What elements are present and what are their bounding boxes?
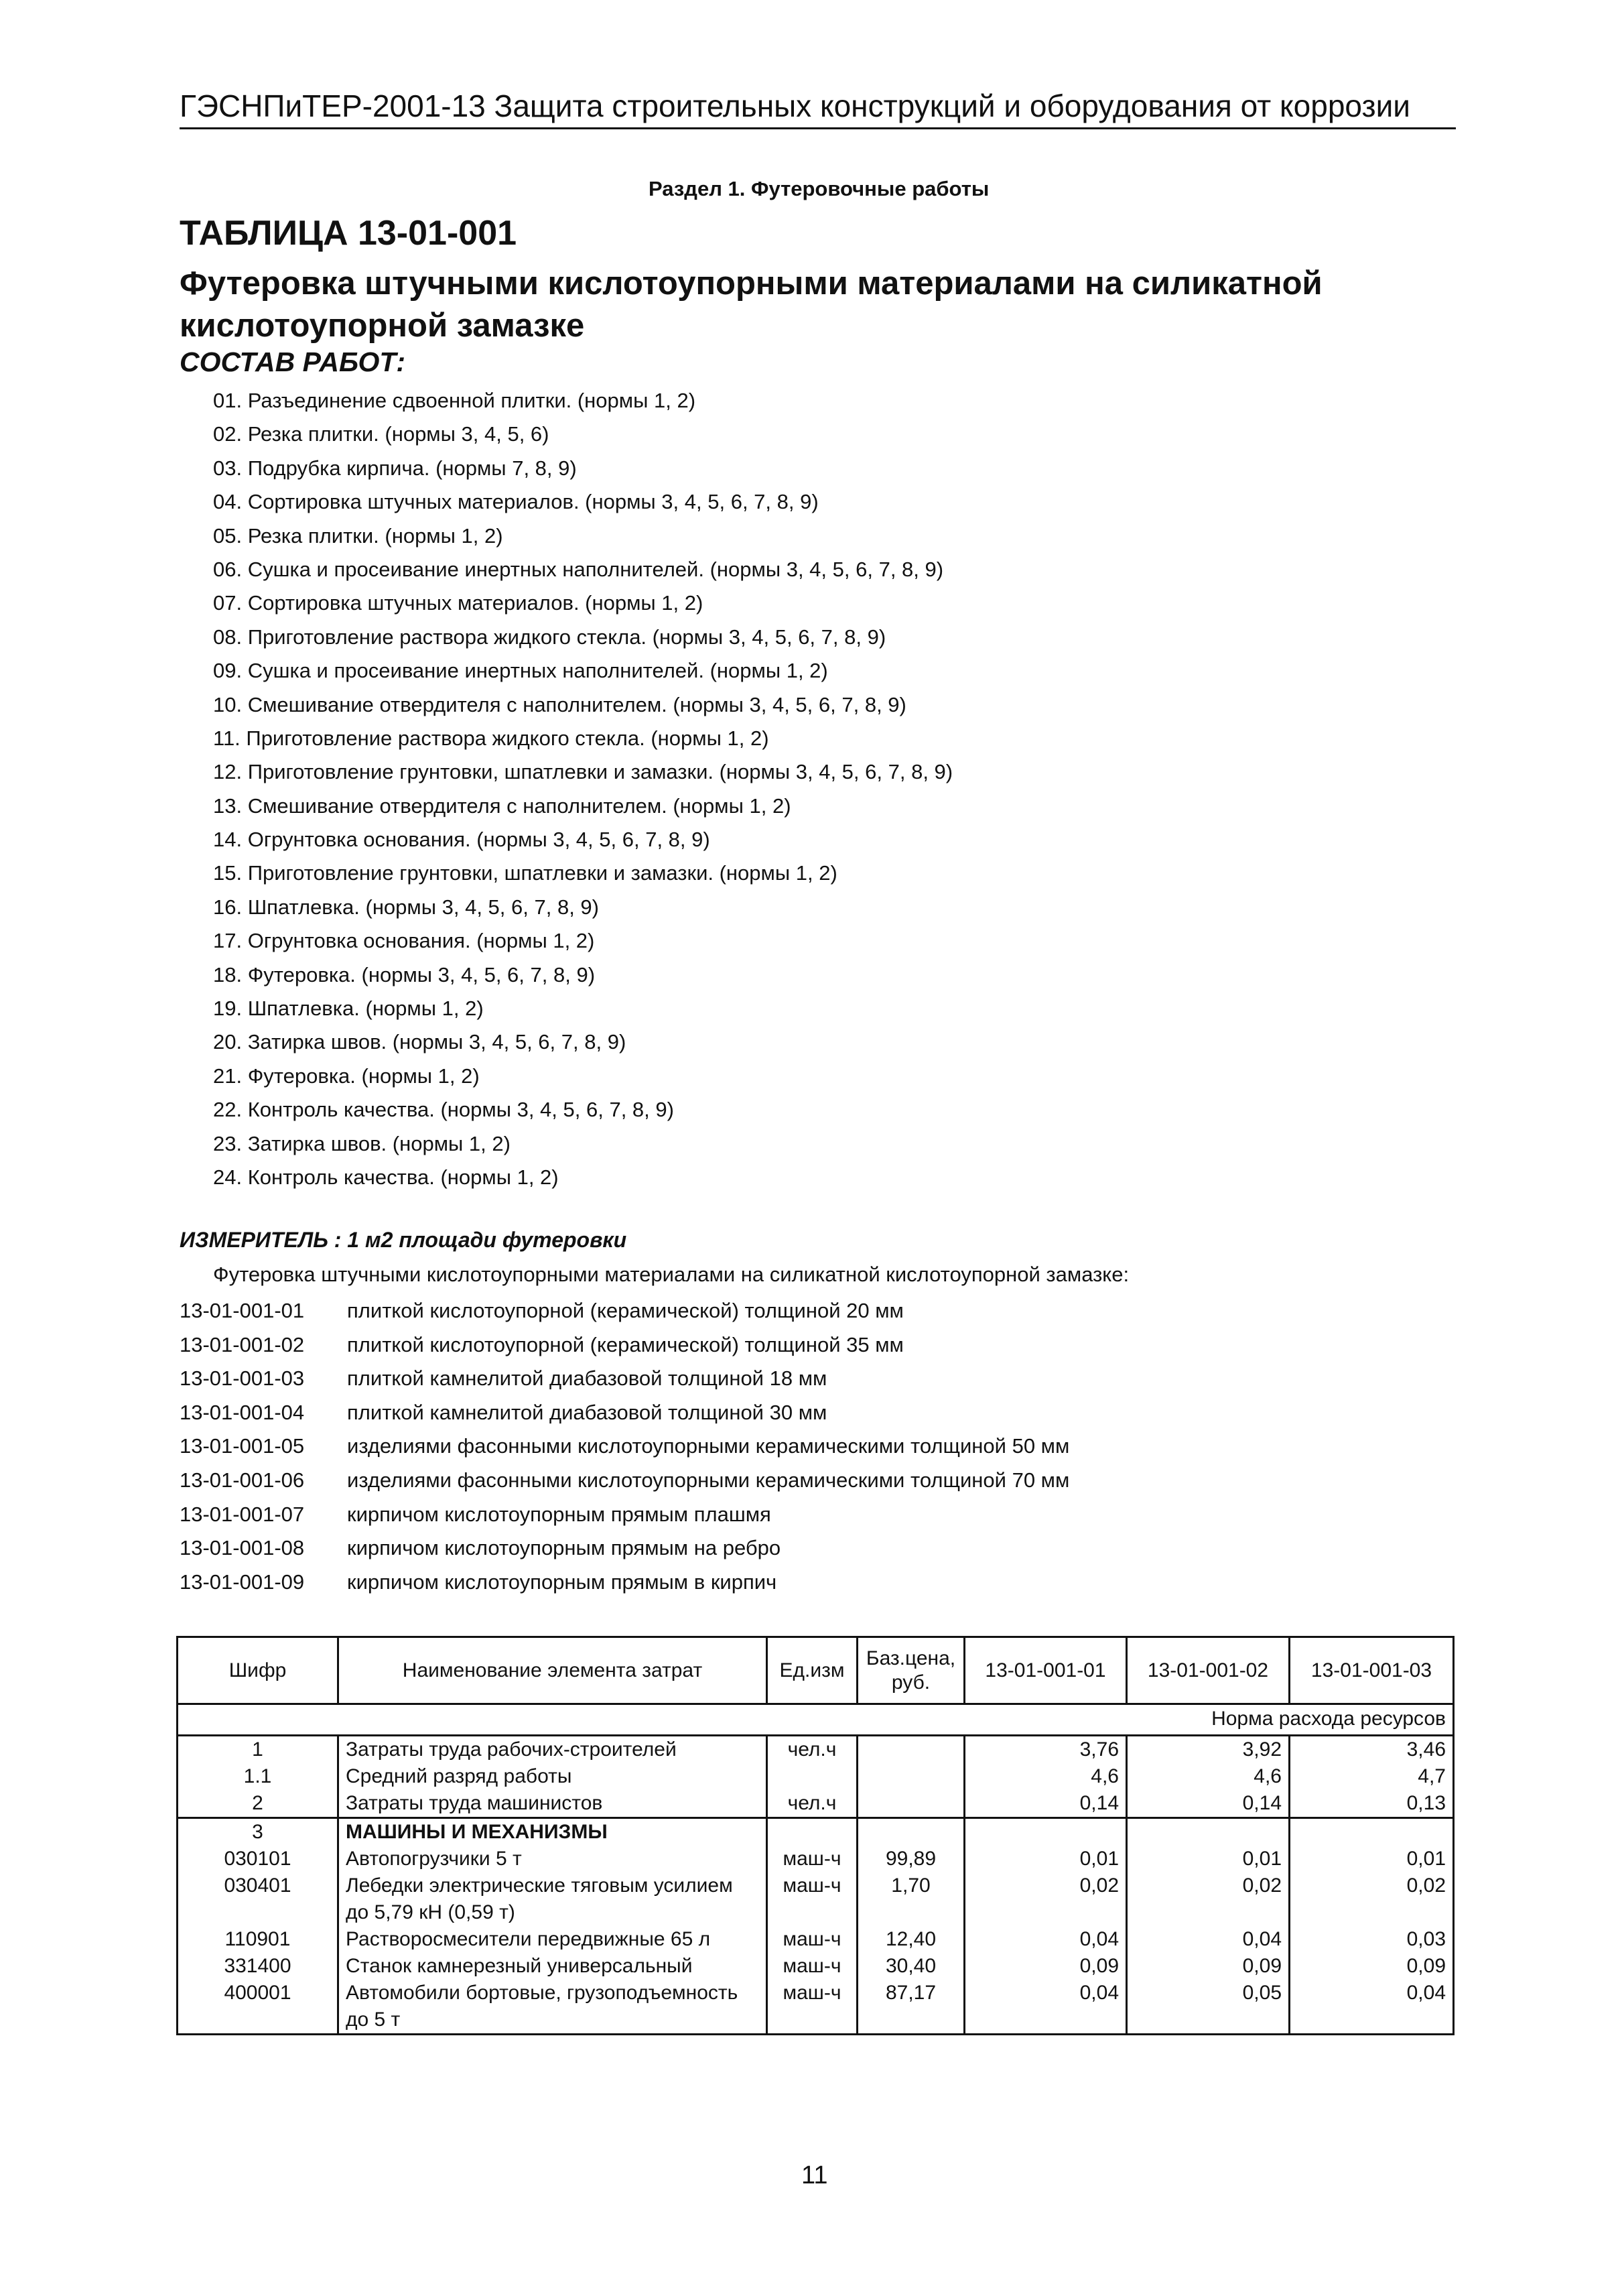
work-item: 05. Резка плитки. (нормы 1, 2) xyxy=(213,523,503,548)
row-name: Станок камнерезный универсальный xyxy=(338,1953,767,1980)
norm-code: 13-01-001-06 xyxy=(180,1468,305,1492)
norm-description: плиткой кислотоупорной (керамической) толщиной 35 мм xyxy=(347,1332,904,1356)
row-value-3: 0,13 xyxy=(1290,1790,1454,1818)
row-unit: маш-ч xyxy=(767,1846,858,1872)
table-row xyxy=(178,1872,1454,1926)
table-row xyxy=(178,1980,1454,2035)
row-name: Растворосмесители передвижные 65 л xyxy=(338,1926,767,1953)
row-price xyxy=(858,1736,965,1764)
row-value-3: 0,03 xyxy=(1290,1926,1454,1953)
row-unit: маш-ч xyxy=(767,1980,858,2035)
col-header-code: Шифр xyxy=(178,1637,338,1704)
table-row xyxy=(178,1846,1454,1872)
col-header-name: Наименование элемента затрат xyxy=(338,1637,767,1704)
work-item: 16. Шпатлевка. (нормы 3, 4, 5, 6, 7, 8, 9) xyxy=(213,895,599,919)
work-item: 10. Смешивание отвердителя с наполнителем. (нормы 3, 4, 5, 6, 7, 8, 9) xyxy=(213,692,906,716)
work-item: 23. Затирка швов. (нормы 1, 2) xyxy=(213,1131,511,1155)
norm-code: 13-01-001-09 xyxy=(180,1570,305,1594)
work-item: 09. Сушка и просеивание инертных наполнителей. (нормы 1, 2) xyxy=(213,659,828,683)
norm-label: Норма расхода ресурсов xyxy=(178,1704,1454,1736)
row-code: 400001 xyxy=(178,1980,338,2035)
work-item: 17. Огрунтовка основания. (нормы 1, 2) xyxy=(213,929,595,953)
row-value-1: 0,09 xyxy=(965,1953,1127,1980)
row-code: 331400 xyxy=(178,1953,338,1980)
row-value-2: 0,04 xyxy=(1127,1926,1290,1953)
norm-description: плиткой кислотоупорной (керамической) толщиной 20 мм xyxy=(347,1299,904,1322)
row-code: 030101 xyxy=(178,1846,338,1872)
row-price: 12,40 xyxy=(858,1926,965,1953)
row-unit xyxy=(767,1763,858,1790)
table-row xyxy=(178,1763,1454,1790)
work-item: 19. Шпатлевка. (нормы 1, 2) xyxy=(213,997,484,1021)
work-item: 03. Подрубка кирпича. (нормы 7, 8, 9) xyxy=(213,456,577,480)
row-price xyxy=(858,1818,965,1846)
row-value-3: 0,09 xyxy=(1290,1953,1454,1980)
row-value-2: 4,6 xyxy=(1127,1763,1290,1790)
row-value-2: 0,05 xyxy=(1127,1980,1290,2035)
work-item: 04. Сортировка штучных материалов. (нормы 3, 4, 5, 6, 7, 8, 9) xyxy=(213,490,819,514)
work-item: 06. Сушка и просеивание инертных наполнителей. (нормы 3, 4, 5, 6, 7, 8, 9) xyxy=(213,557,944,581)
composition-label: СОСТАВ РАБОТ: xyxy=(180,346,406,377)
row-price: 30,40 xyxy=(858,1953,965,1980)
norms-intro: Футеровка штучными кислотоупорными материалами на силикатной кислотоупорной замазке: xyxy=(213,1263,1130,1286)
row-value-2: 3,92 xyxy=(1127,1736,1290,1764)
norm-code: 13-01-001-04 xyxy=(180,1400,305,1424)
norm-description: кирпичом кислотоупорным прямым плашмя xyxy=(347,1502,771,1526)
norm-code: 13-01-001-01 xyxy=(180,1299,305,1322)
norm-code-row xyxy=(180,1535,1069,1569)
table-row xyxy=(178,1790,1454,1818)
norm-code-row xyxy=(180,1365,1069,1399)
row-value-3: 4,7 xyxy=(1290,1763,1454,1790)
row-code: 2 xyxy=(178,1790,338,1818)
norm-description: кирпичом кислотоупорным прямым в кирпич xyxy=(347,1570,777,1594)
work-item: 01. Разъединение сдвоенной плитки. (нормы 1, 2) xyxy=(213,389,696,412)
table-row xyxy=(178,1736,1454,1764)
row-name: Автопогрузчики 5 т xyxy=(338,1846,767,1872)
row-value-1: 0,04 xyxy=(965,1980,1127,2035)
work-item: 21. Футеровка. (нормы 1, 2) xyxy=(213,1064,480,1088)
row-unit: маш-ч xyxy=(767,1953,858,1980)
table-row xyxy=(178,1953,1454,1980)
norm-code: 13-01-001-05 xyxy=(180,1434,305,1458)
header-rule xyxy=(180,127,1456,129)
row-unit: чел.ч xyxy=(767,1790,858,1818)
work-item: 08. Приготовление раствора жидкого стекла. (нормы 3, 4, 5, 6, 7, 8, 9) xyxy=(213,625,886,649)
norm-code-row xyxy=(180,1399,1069,1433)
norm-code-row xyxy=(180,1433,1069,1467)
col-header-norm-3: 13-01-001-03 xyxy=(1290,1637,1454,1704)
row-price: 99,89 xyxy=(858,1846,965,1872)
work-list xyxy=(213,387,953,1198)
row-value-2: 0,01 xyxy=(1127,1846,1290,1872)
norm-code-row xyxy=(180,1297,1069,1332)
row-value-2: 0,14 xyxy=(1127,1790,1290,1818)
row-name: МАШИНЫ И МЕХАНИЗМЫ xyxy=(338,1818,767,1846)
work-item: 15. Приготовление грунтовки, шпатлевки и замазки. (нормы 1, 2) xyxy=(213,861,837,885)
row-price: 87,17 xyxy=(858,1980,965,2035)
work-item: 22. Контроль качества. (нормы 3, 4, 5, 6, 7, 8, 9) xyxy=(213,1098,674,1122)
row-code: 3 xyxy=(178,1818,338,1846)
norm-description: кирпичом кислотоупорным прямым на ребро xyxy=(347,1536,781,1560)
work-item: 14. Огрунтовка основания. (нормы 3, 4, 5, 6, 7, 8, 9) xyxy=(213,828,710,852)
norm-code-row xyxy=(180,1501,1069,1535)
norm-description: изделиями фасонными кислотоупорными керамическими толщиной 70 мм xyxy=(347,1468,1070,1492)
table-row xyxy=(178,1818,1454,1846)
col-header-price: Баз.цена, руб. xyxy=(858,1637,965,1704)
work-item: 07. Сортировка штучных материалов. (нормы 1, 2) xyxy=(213,591,703,615)
row-value-1: 4,6 xyxy=(965,1763,1127,1790)
norm-code: 13-01-001-07 xyxy=(180,1502,305,1526)
row-value-1: 0,01 xyxy=(965,1846,1127,1872)
row-value-3: 0,04 xyxy=(1290,1980,1454,2035)
col-header-unit: Ед.изм xyxy=(767,1637,858,1704)
cost-table xyxy=(176,1636,1455,2035)
row-value-1: 0,14 xyxy=(965,1790,1127,1818)
row-value-3: 0,01 xyxy=(1290,1846,1454,1872)
norm-code: 13-01-001-03 xyxy=(180,1366,305,1391)
row-value-2: 0,09 xyxy=(1127,1953,1290,1980)
col-header-norm-1: 13-01-001-01 xyxy=(965,1637,1127,1704)
norm-description: плиткой камнелитой диабазовой толщиной 30 мм xyxy=(347,1400,827,1424)
work-title: Футеровка штучными кислотоупорными материалами на силикатной кислотоупорной замазке xyxy=(180,265,1323,344)
work-item: 02. Резка плитки. (нормы 3, 4, 5, 6) xyxy=(213,422,549,446)
norm-code: 13-01-001-08 xyxy=(180,1536,305,1560)
section-title: Раздел 1. Футеровочные работы xyxy=(649,177,990,200)
work-item: 11. Приготовление раствора жидкого стекла. (нормы 1, 2) xyxy=(213,726,769,750)
norm-code-row xyxy=(180,1332,1069,1366)
row-code: 030401 xyxy=(178,1872,338,1926)
document-header: ГЭСНПиТЕР-2001-13 Защита строительных конструкций и оборудования от коррозии xyxy=(180,88,1410,123)
norm-codes-list xyxy=(180,1297,1069,1602)
row-name: Затраты труда рабочих-строителей xyxy=(338,1736,767,1764)
norm-code: 13-01-001-02 xyxy=(180,1332,305,1356)
row-value-1: 0,02 xyxy=(965,1872,1127,1926)
row-value-2 xyxy=(1127,1818,1290,1846)
row-code: 1 xyxy=(178,1736,338,1764)
row-unit xyxy=(767,1818,858,1846)
norm-description: плиткой камнелитой диабазовой толщиной 18 мм xyxy=(347,1366,827,1391)
row-name: Средний разряд работы xyxy=(338,1763,767,1790)
row-unit: маш-ч xyxy=(767,1872,858,1926)
row-value-3: 3,46 xyxy=(1290,1736,1454,1764)
row-name: Затраты труда машинистов xyxy=(338,1790,767,1818)
row-value-1 xyxy=(965,1818,1127,1846)
work-item: 20. Затирка швов. (нормы 3, 4, 5, 6, 7, 8, 9) xyxy=(213,1030,626,1054)
row-price xyxy=(858,1790,965,1818)
row-code: 110901 xyxy=(178,1926,338,1953)
row-price xyxy=(858,1763,965,1790)
work-item: 12. Приготовление грунтовки, шпатлевки и замазки. (нормы 3, 4, 5, 6, 7, 8, 9) xyxy=(213,760,953,784)
row-value-1: 3,76 xyxy=(965,1736,1127,1764)
row-value-3: 0,02 xyxy=(1290,1872,1454,1926)
row-price: 1,70 xyxy=(858,1872,965,1926)
row-name: Автомобили бортовые, грузоподъемность до 5 т xyxy=(338,1980,767,2035)
table-row xyxy=(178,1926,1454,1953)
table-title: ТАБЛИЦА 13-01-001 xyxy=(180,214,517,253)
row-unit: чел.ч xyxy=(767,1736,858,1764)
row-name: Лебедки электрические тяговым усилием до 5,79 кН (0,59 т) xyxy=(338,1872,767,1926)
row-value-2: 0,02 xyxy=(1127,1872,1290,1926)
row-value-3 xyxy=(1290,1818,1454,1846)
row-code: 1.1 xyxy=(178,1763,338,1790)
work-item: 24. Контроль качества. (нормы 1, 2) xyxy=(213,1165,559,1189)
row-value-1: 0,04 xyxy=(965,1926,1127,1953)
col-header-norm-2: 13-01-001-02 xyxy=(1127,1637,1290,1704)
page-number: 11 xyxy=(801,2161,828,2189)
norm-code-row xyxy=(180,1467,1069,1501)
work-item: 18. Футеровка. (нормы 3, 4, 5, 6, 7, 8, 9) xyxy=(213,962,596,986)
norm-code-row xyxy=(180,1569,1069,1603)
work-item: 13. Смешивание отвердителя с наполнителем. (нормы 1, 2) xyxy=(213,793,791,818)
norm-description: изделиями фасонными кислотоупорными керамическими толщиной 50 мм xyxy=(347,1434,1070,1458)
measurer-line: ИЗМЕРИТЕЛЬ : 1 м2 площади футеровки xyxy=(180,1228,627,1252)
row-unit: маш-ч xyxy=(767,1926,858,1953)
